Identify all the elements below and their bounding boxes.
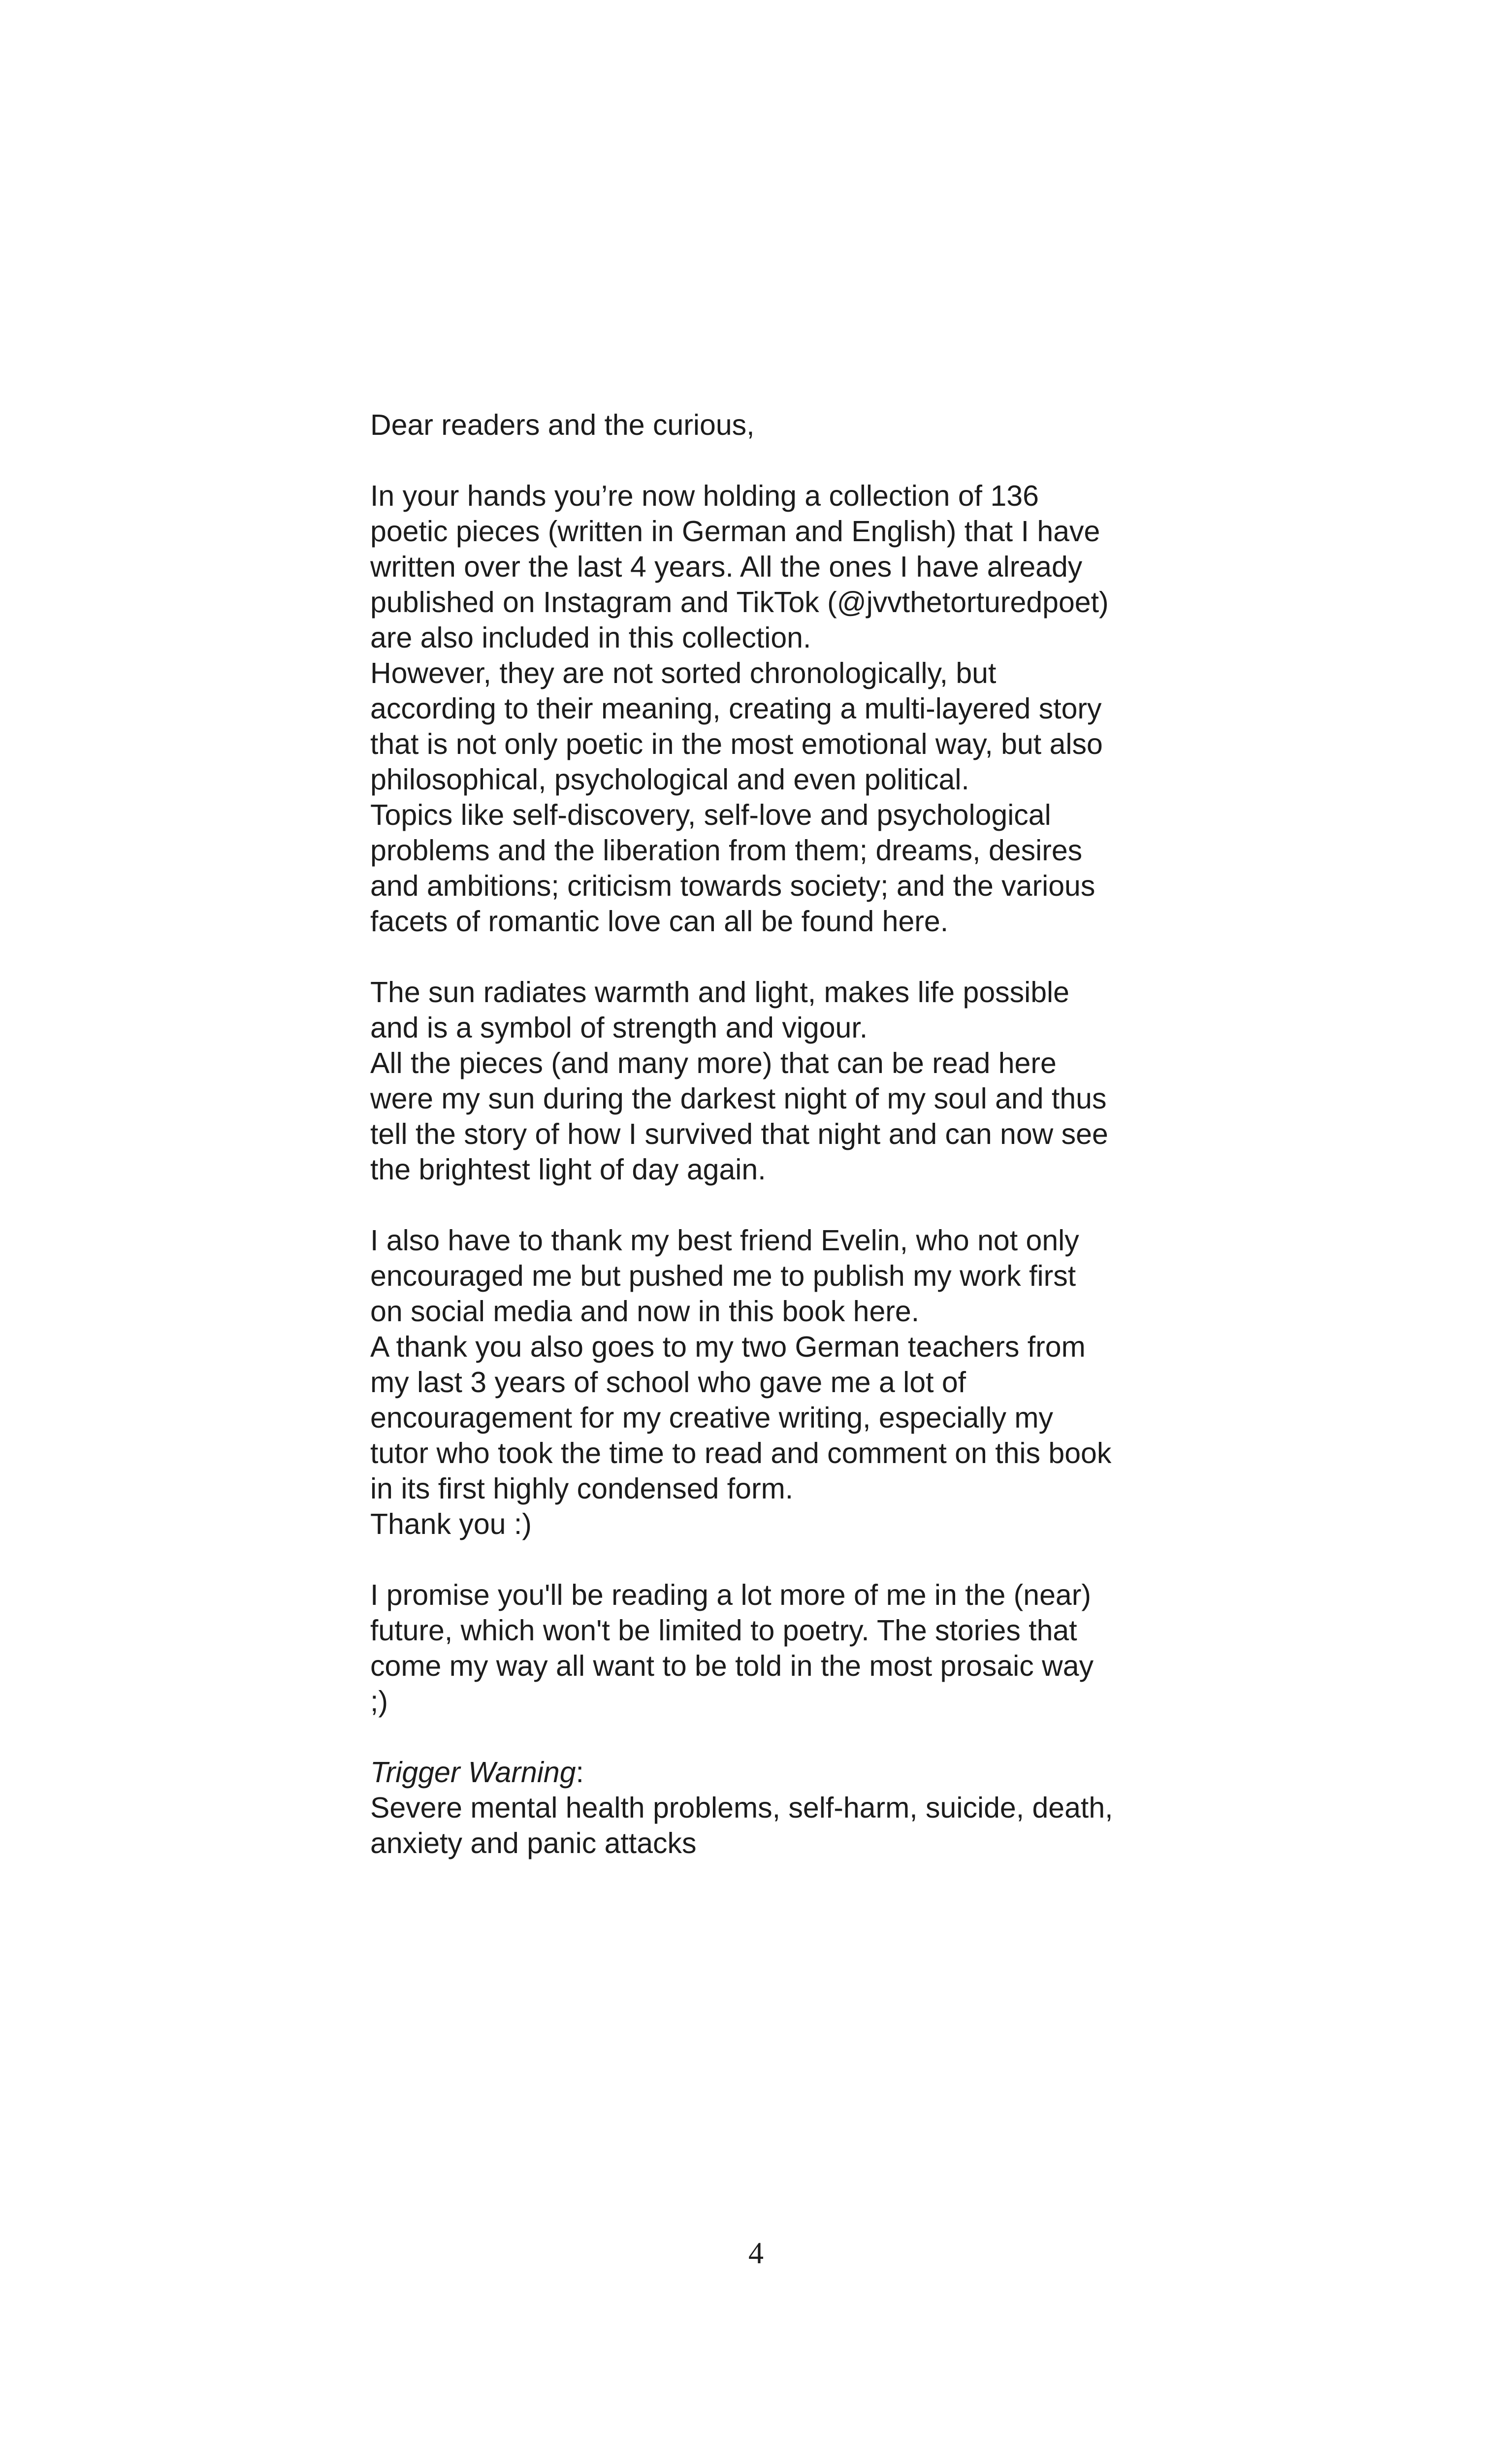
text-line: that is not only poetic in the most emotional way, but also bbox=[370, 728, 1103, 760]
text-line: and ambitions; criticism towards society; and the various bbox=[370, 870, 1095, 902]
paragraph-thanks bbox=[370, 1223, 1178, 1542]
text-line: the brightest light of day again. bbox=[370, 1153, 766, 1186]
paragraph-spacer bbox=[370, 443, 1178, 478]
paragraph-spacer bbox=[370, 1719, 1178, 1755]
text-line: facets of romantic love can all be found here. bbox=[370, 905, 949, 938]
text-line: come my way all want to be told in the most prosaic way bbox=[370, 1650, 1094, 1682]
text-line: tutor who took the time to read and comment on this book bbox=[370, 1437, 1112, 1469]
text-line: Severe mental health problems, self-harm, suicide, death, bbox=[370, 1792, 1113, 1824]
text-line: according to their meaning, creating a multi-layered story bbox=[370, 692, 1102, 725]
paragraph-spacer bbox=[370, 939, 1178, 975]
text-line: anxiety and panic attacks bbox=[370, 1827, 697, 1859]
text-line: problems and the liberation from them; dreams, desires bbox=[370, 834, 1083, 867]
letter-body bbox=[370, 407, 1178, 1861]
text-line: Thank you :) bbox=[370, 1508, 532, 1540]
trigger-warning-label: Trigger Warning bbox=[370, 1756, 576, 1789]
text-line: and is a symbol of strength and vigour. bbox=[370, 1011, 868, 1044]
text-line: ;) bbox=[370, 1685, 388, 1718]
trigger-warning-colon: : bbox=[576, 1756, 584, 1789]
text-line: In your hands you’re now holding a collection of 136 bbox=[370, 480, 1039, 512]
trigger-warning-heading bbox=[370, 1755, 1178, 1790]
paragraph-sun bbox=[370, 975, 1178, 1187]
text-line: encouragement for my creative writing, especially my bbox=[370, 1401, 1054, 1434]
page-number: 4 bbox=[748, 2237, 764, 2270]
text-line: I also have to thank my best friend Evelin, who not only bbox=[370, 1224, 1079, 1257]
paragraph-spacer bbox=[370, 1187, 1178, 1223]
text-line: were my sun during the darkest night of my soul and thus bbox=[370, 1082, 1107, 1115]
greeting: Dear readers and the curious, bbox=[370, 409, 755, 441]
text-line: are also included in this collection. bbox=[370, 621, 811, 654]
text-line: I promise you'll be reading a lot more of me in the (near) bbox=[370, 1579, 1092, 1611]
text-line: on social media and now in this book here. bbox=[370, 1295, 920, 1328]
text-line: poetic pieces (written in German and English) that I have bbox=[370, 515, 1100, 548]
text-line: philosophical, psychological and even political. bbox=[370, 763, 969, 796]
text-line: The sun radiates warmth and light, makes life possible bbox=[370, 976, 1069, 1009]
text-line: future, which won't be limited to poetry. The stories that bbox=[370, 1614, 1077, 1647]
text-line: Topics like self-discovery, self-love and psychological bbox=[370, 799, 1051, 831]
trigger-warning bbox=[370, 1755, 1178, 1861]
text-line: in its first highly condensed form. bbox=[370, 1472, 794, 1505]
paragraph-spacer bbox=[370, 1542, 1178, 1577]
text-line: published on Instagram and TikTok (@jvvthetorturedpoet) bbox=[370, 586, 1109, 619]
text-line: However, they are not sorted chronologically, but bbox=[370, 657, 997, 689]
paragraph-intro bbox=[370, 478, 1178, 939]
text-line: written over the last 4 years. All the ones I have already bbox=[370, 551, 1083, 583]
text-line: tell the story of how I survived that night and can now see bbox=[370, 1118, 1108, 1150]
text-line: All the pieces (and many more) that can be read here bbox=[370, 1047, 1057, 1079]
text-line: A thank you also goes to my two German teachers from bbox=[370, 1331, 1086, 1363]
text-line: encouraged me but pushed me to publish my work first bbox=[370, 1260, 1076, 1292]
text-line: my last 3 years of school who gave me a lot of bbox=[370, 1366, 966, 1399]
paragraph-promise bbox=[370, 1577, 1178, 1719]
